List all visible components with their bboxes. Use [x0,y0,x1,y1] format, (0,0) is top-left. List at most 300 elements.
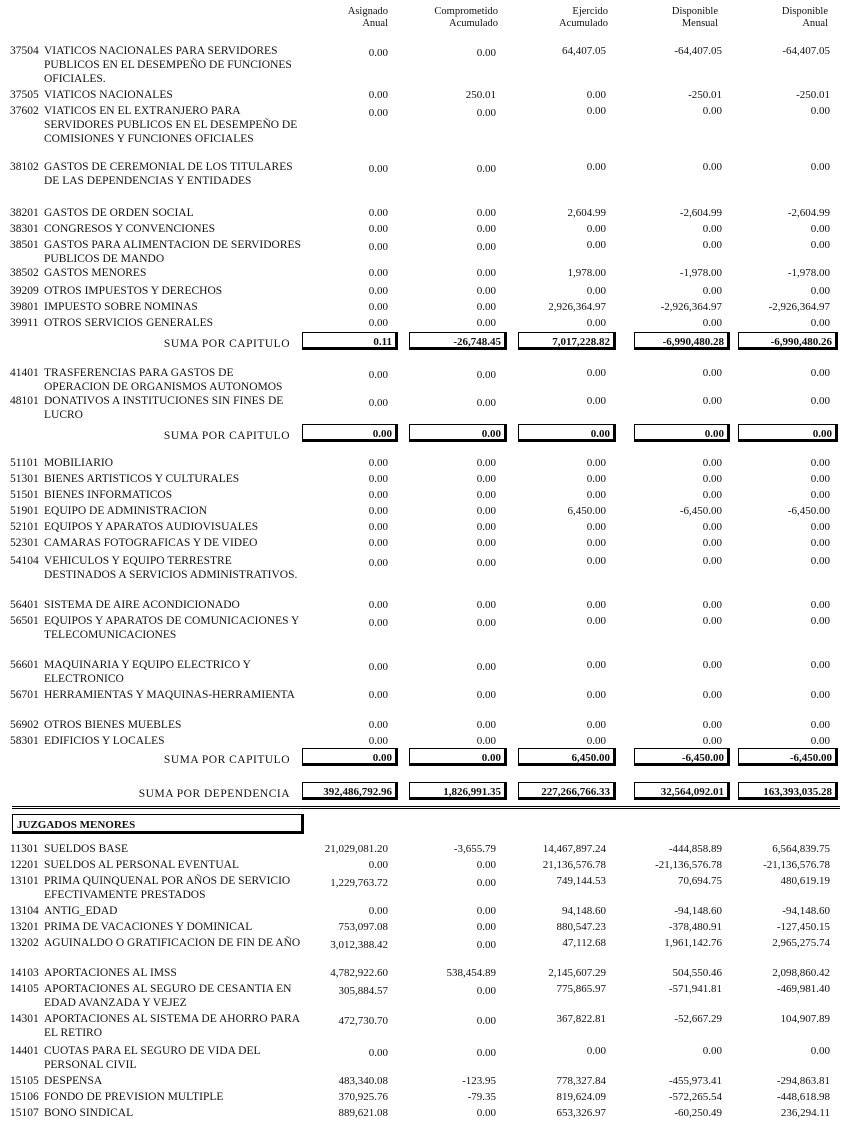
row-value: 0.00 [586,719,606,731]
row-value: 236,294.11 [780,1107,830,1119]
row-value: 0.00 [476,617,496,629]
row-description: OTROS IMPUESTOS Y DERECHOS [44,285,223,297]
row-value: 0.00 [810,161,830,173]
row-value: 370,925.76 [338,1091,388,1103]
row-value: 0.00 [476,457,496,469]
row-value: -6,450.00 [787,505,830,517]
row-value: -2,604.99 [679,207,722,219]
row-code: 39801 [10,301,39,313]
row-code: 37505 [10,89,39,101]
row-value: 0.00 [368,1047,388,1059]
row-value: -2,926,364.97 [768,301,830,313]
row-value: -2,604.99 [787,207,830,219]
row-code: 39209 [10,285,39,297]
row-value: 0.00 [368,369,388,381]
row-value: 0.00 [702,395,722,407]
sum-value-box: 6,450.00 [518,748,616,766]
row-value: 0.00 [702,239,722,251]
header-disponible-mensual [630,6,718,30]
row-value: 0.00 [368,473,388,485]
row-value: 880,547.23 [556,921,606,933]
row-description: GASTOS PARA ALIMENTACION DE SERVIDORES PUBLICOS DE MANDO [44,239,301,265]
row-value: -3,655.79 [453,843,496,855]
sum-value-box: 0.00 [302,748,398,766]
section-title: JUZGADOS MENORES [12,814,304,834]
row-code: 51501 [10,489,39,501]
row-description: PRIMA QUINQUENAL POR AÑOS DE SERVICIO EFECTIVAMENTE PRESTADOS [44,875,291,901]
row-description: EQUIPOS Y APARATOS DE COMUNICACIONES Y TELECOMUNICACIONES [44,615,299,641]
row-description: TRASFERENCIAS PARA GASTOS DE OPERACION DE ORGANISMOS AUTONOMOS [44,367,283,393]
sum-label: SUMA POR CAPITULO [163,338,290,350]
row-value: -250.01 [796,89,830,101]
sum-row [0,748,850,772]
row-value: 0.00 [702,521,722,533]
sum-value-box: 392,486,792.96 [302,782,398,800]
row-value: 0.00 [476,877,496,889]
sum-row [0,332,850,356]
row-value: 0.00 [586,395,606,407]
row-description: CONGRESOS Y CONVENCIONES [44,223,216,235]
header-line: Asignado [347,6,388,17]
header-asignado [300,6,388,30]
row-value: 0.00 [586,367,606,379]
row-value: 0.00 [368,599,388,611]
row-value: 2,965,275.74 [772,937,830,949]
row-value: 21,029,081.20 [324,843,388,855]
sum-value-box: 1,826,991.35 [409,782,507,800]
sum-value-box: -6,990,480.26 [738,332,838,350]
row-description: GASTOS MENORES [44,267,147,279]
row-value: 0.00 [368,317,388,329]
row-value: 0.00 [476,107,496,119]
row-value: 0.00 [476,1107,496,1119]
sum-value-box: 32,564,092.01 [634,782,730,800]
row-code: 14103 [10,967,39,979]
row-value: 0.00 [368,47,388,59]
sum-label: SUMA POR CAPITULO [163,430,290,442]
row-value: 0.00 [368,107,388,119]
row-value: 0.00 [702,537,722,549]
row-value: 0.00 [702,457,722,469]
row-value: 0.00 [702,317,722,329]
row-code: 14301 [10,1013,39,1025]
row-value: 0.00 [368,223,388,235]
row-description: HERRAMIENTAS Y MAQUINAS-HERRAMIENTA [44,689,295,701]
row-value: 0.00 [368,661,388,673]
header-disponible-anual [740,6,828,30]
row-value: 0.00 [368,905,388,917]
row-value: 0.00 [476,47,496,59]
row-description: SUELDOS BASE [44,843,129,855]
row-description: EDIFICIOS Y LOCALES [44,735,165,747]
row-value: 0.00 [476,557,496,569]
row-value: 0.00 [586,537,606,549]
row-code: 38102 [10,161,39,173]
row-value: 0.00 [702,105,722,117]
row-value: 4,782,922.60 [330,967,388,979]
row-value: 0.00 [476,939,496,951]
row-code: 56601 [10,659,39,671]
row-value: 0.00 [368,397,388,409]
row-value: -79.35 [467,1091,496,1103]
row-value: -444,858.89 [668,843,722,855]
row-code: 37504 [10,45,39,57]
row-value: 367,822.81 [556,1013,606,1025]
row-value: 0.00 [702,735,722,747]
row-value: 0.00 [368,521,388,533]
row-code: 56501 [10,615,39,627]
header-line: Comprometido [434,6,498,17]
row-value: 0.00 [586,161,606,173]
row-description: MAQUINARIA Y EQUIPO ELECTRICO Y ELECTRONICO [44,659,251,685]
row-value: 0.00 [702,285,722,297]
row-value: 0.00 [476,1047,496,1059]
row-value: 0.00 [586,317,606,329]
row-value: 0.00 [368,207,388,219]
row-value: 0.00 [476,267,496,279]
row-value: -127,450.15 [776,921,830,933]
row-description: IMPUESTO SOBRE NOMINAS [44,301,198,313]
row-code: 41401 [10,367,39,379]
row-value: 0.00 [810,537,830,549]
row-value: 0.00 [810,719,830,731]
row-description: SUELDOS AL PERSONAL EVENTUAL [44,859,239,871]
row-value: 0.00 [476,661,496,673]
row-value: -294,863.81 [776,1075,830,1087]
row-value: 0.00 [368,617,388,629]
row-code: 56902 [10,719,39,731]
row-value: 0.00 [368,163,388,175]
row-description: CUOTAS PARA EL SEGURO DE VIDA DEL PERSONAL CIVIL [44,1045,261,1071]
row-value: 483,340.08 [338,1075,388,1087]
row-value: 819,624.09 [556,1091,606,1103]
row-value: 0.00 [586,599,606,611]
row-value: 2,604.99 [567,207,606,219]
row-description: APORTACIONES AL IMSS [44,967,177,979]
row-value: -572,265.54 [668,1091,722,1103]
row-code: 13201 [10,921,39,933]
sum-value-box: -6,450.00 [738,748,838,766]
row-value: 250.01 [465,89,496,101]
row-value: -1,978.00 [787,267,830,279]
row-value: 0.00 [368,89,388,101]
row-value: 1,978.00 [567,267,606,279]
row-value: 0.00 [810,615,830,627]
row-code: 51901 [10,505,39,517]
row-value: 104,907.89 [780,1013,830,1025]
header-line: Disponible [781,6,828,17]
row-value: -94,148.60 [674,905,722,917]
row-value: 0.00 [476,921,496,933]
row-value: 0.00 [586,555,606,567]
row-value: -123.95 [462,1075,496,1087]
row-value: -52,667.29 [674,1013,722,1025]
row-value: -94,148.60 [782,905,830,917]
row-value: -21,136,576.78 [763,859,830,871]
row-value: 21,136,576.78 [542,859,606,871]
sum-value-box: -26,748.45 [409,332,507,350]
row-value: 0.00 [586,223,606,235]
header-line: Anual [362,18,388,29]
row-value: 0.00 [476,241,496,253]
row-value: 0.00 [368,301,388,313]
row-value: 0.00 [586,1045,606,1057]
row-value: 3,012,388.42 [330,939,388,951]
sum-label: SUMA POR CAPITULO [163,754,290,766]
row-value: -571,941.81 [668,983,722,995]
row-value: 0.00 [810,1045,830,1057]
row-value: 0.00 [476,521,496,533]
sum-value-box: 0.00 [518,424,616,442]
sum-value-box: 0.00 [409,424,507,442]
row-value: 0.00 [368,557,388,569]
row-value: 0.00 [586,239,606,251]
row-description: OTROS SERVICIOS GENERALES [44,317,214,329]
row-value: 653,326.97 [556,1107,606,1119]
row-code: 51101 [10,457,39,469]
row-value: 70,694.75 [678,875,722,887]
row-value: 0.00 [702,555,722,567]
row-value: 0.00 [702,659,722,671]
row-value: 0.00 [368,505,388,517]
row-value: -21,136,576.78 [655,859,722,871]
row-value: 0.00 [810,659,830,671]
row-value: 0.00 [476,599,496,611]
row-value: 2,098,860.42 [772,967,830,979]
row-description: DESPENSA [44,1075,103,1087]
row-value: 0.00 [476,859,496,871]
row-description: VEHICULOS Y EQUIPO TERRESTRE DESTINADOS A SERVICIOS ADMINISTRATIVOS. [44,555,298,581]
row-value: 0.00 [586,285,606,297]
row-code: 37602 [10,105,39,117]
row-code: 48101 [10,395,39,407]
row-code: 38201 [10,207,39,219]
row-value: 0.00 [368,489,388,501]
sum-value-box: -6,990,480.28 [634,332,730,350]
row-value: 0.00 [476,735,496,747]
row-value: 0.00 [810,457,830,469]
row-value: 0.00 [586,457,606,469]
divider [12,808,840,809]
row-description: VIATICOS NACIONALES [44,89,173,101]
row-value: 0.00 [476,537,496,549]
row-code: 38502 [10,267,39,279]
row-code: 51301 [10,473,39,485]
row-value: 0.00 [586,689,606,701]
row-value: 0.00 [810,395,830,407]
row-value: 0.00 [586,521,606,533]
row-value: 0.00 [476,505,496,517]
row-value: -6,450.00 [679,505,722,517]
row-value: 305,884.57 [338,985,388,997]
row-description: VIATICOS NACIONALES PARA SERVIDORES PUBLICOS EN EL DESEMPEÑO DE FUNCIONES OFICIALES. [44,45,292,85]
row-code: 15106 [10,1091,39,1103]
sum-value-box: 0.00 [409,748,507,766]
sum-value-box: 227,266,766.33 [518,782,616,800]
row-value: -1,978.00 [679,267,722,279]
row-value: 0.00 [586,89,606,101]
header-line: Anual [802,18,828,29]
sum-value-box: 0.11 [302,332,398,350]
row-description: BIENES ARTISTICOS Y CULTURALES [44,473,240,485]
row-description: DONATIVOS A INSTITUCIONES SIN FINES DE LUCRO [44,395,284,421]
row-value: -64,407.05 [782,45,830,57]
row-code: 13104 [10,905,39,917]
header-line: Acumulado [449,18,498,29]
sum-value-box: 163,393,035.28 [738,782,838,800]
row-value: 0.00 [810,223,830,235]
row-value: 0.00 [702,599,722,611]
row-value: 749,144.53 [556,875,606,887]
divider [12,806,840,807]
header-ejercido [520,6,608,30]
row-code: 12201 [10,859,39,871]
row-description: EQUIPOS Y APARATOS AUDIOVISUALES [44,521,259,533]
row-value: 0.00 [368,719,388,731]
row-value: 0.00 [476,317,496,329]
row-value: -469,981.40 [776,983,830,995]
row-value: 0.00 [702,689,722,701]
header-line: Acumulado [559,18,608,29]
row-description: OTROS BIENES MUEBLES [44,719,182,731]
row-value: 0.00 [810,599,830,611]
header-line: Mensual [681,18,718,29]
row-description: APORTACIONES AL SISTEMA DE AHORRO PARA EL RETIRO [44,1013,300,1039]
row-value: 0.00 [702,367,722,379]
row-value: -455,973.41 [668,1075,722,1087]
sum-value-box: 0.00 [302,424,398,442]
row-value: 0.00 [476,369,496,381]
row-value: 778,327.84 [556,1075,606,1087]
row-value: 0.00 [368,241,388,253]
row-code: 14105 [10,983,39,995]
row-value: 0.00 [476,223,496,235]
row-value: 0.00 [702,615,722,627]
row-value: 0.00 [810,367,830,379]
row-value: 0.00 [368,285,388,297]
row-value: 47,112.68 [562,937,606,949]
row-code: 14401 [10,1045,39,1057]
row-description: BIENES INFORMATICOS [44,489,173,501]
row-value: 0.00 [702,1045,722,1057]
row-value: 0.00 [810,689,830,701]
row-value: 0.00 [586,735,606,747]
row-value: 0.00 [702,223,722,235]
row-value: 0.00 [702,473,722,485]
row-description: ANTIG_EDAD [44,905,118,917]
row-value: 1,229,763.72 [330,877,388,889]
sum-value-box: 0.00 [634,424,730,442]
row-value: 0.00 [368,859,388,871]
row-value: 0.00 [476,207,496,219]
row-value: 0.00 [368,689,388,701]
row-value: 0.00 [476,1015,496,1027]
row-value: 0.00 [810,555,830,567]
row-value: 480,619.19 [780,875,830,887]
row-code: 15107 [10,1107,39,1119]
row-value: 0.00 [476,719,496,731]
row-value: 0.00 [702,719,722,731]
row-value: 0.00 [368,457,388,469]
row-code: 13202 [10,937,39,949]
row-value: 0.00 [586,659,606,671]
row-value: 0.00 [586,489,606,501]
row-value: 0.00 [476,397,496,409]
row-value: -448,618.98 [776,1091,830,1103]
sum-value-box: 7,017,228.82 [518,332,616,350]
row-value: 889,621.08 [338,1107,388,1119]
row-value: 0.00 [810,473,830,485]
row-code: 39911 [10,317,39,329]
row-value: 1,961,142.76 [664,937,722,949]
row-value: 0.00 [702,161,722,173]
row-description: APORTACIONES AL SEGURO DE CESANTIA EN EDAD AVANZADA Y VEJEZ [44,983,292,1009]
row-description: CAMARAS FOTOGRAFICAS Y DE VIDEO [44,537,258,549]
header-comprometido [398,6,498,30]
row-value: 6,564,839.75 [772,843,830,855]
row-value: 0.00 [586,615,606,627]
row-value: 0.00 [476,489,496,501]
row-value: -64,407.05 [674,45,722,57]
row-value: 538,454.89 [446,967,496,979]
row-value: 0.00 [476,301,496,313]
row-description: SISTEMA DE AIRE ACONDICIONADO [44,599,240,611]
row-code: 58301 [10,735,39,747]
row-value: 0.00 [476,285,496,297]
row-value: 0.00 [810,285,830,297]
row-description: FONDO DE PREVISION MULTIPLE [44,1091,224,1103]
row-value: 0.00 [810,105,830,117]
row-value: 2,926,364.97 [548,301,606,313]
row-value: 504,550.46 [672,967,722,979]
row-code: 38501 [10,239,39,251]
row-code: 52301 [10,537,39,549]
row-code: 52101 [10,521,39,533]
row-value: 0.00 [476,689,496,701]
sum-label: SUMA POR DEPENDENCIA [138,788,290,800]
row-description: VIATICOS EN EL EXTRANJERO PARA SERVIDORES PUBLICOS EN EL DESEMPEÑO DE COMISIONES Y FUNCIONES OFICIALES [44,105,298,145]
row-value: 472,730.70 [338,1015,388,1027]
row-description: MOBILIARIO [44,457,113,469]
row-value: 0.00 [586,105,606,117]
row-code: 13101 [10,875,39,887]
row-value: 0.00 [476,905,496,917]
row-description: PRIMA DE VACACIONES Y DOMINICAL [44,921,253,933]
sum-row [0,424,850,448]
row-value: 0.00 [810,489,830,501]
row-value: 753,097.08 [338,921,388,933]
row-value: 0.00 [810,521,830,533]
row-value: -250.01 [688,89,722,101]
row-code: 15105 [10,1075,39,1087]
row-value: 14,467,897.24 [542,843,606,855]
row-value: 0.00 [476,163,496,175]
sum-row [0,782,850,806]
row-value: -378,480.91 [668,921,722,933]
row-code: 54104 [10,555,39,567]
row-description: GASTOS DE CEREMONIAL DE LOS TITULARES DE LAS DEPENDENCIAS Y ENTIDADES [44,161,293,187]
sum-value-box: 0.00 [738,424,838,442]
row-description: AGUINALDO O GRATIFICACION DE FIN DE AÑO [44,937,301,949]
row-value: 0.00 [476,985,496,997]
sum-value-box: -6,450.00 [634,748,730,766]
row-value: 6,450.00 [567,505,606,517]
row-value: 0.00 [702,489,722,501]
row-description: BONO SINDICAL [44,1107,134,1119]
row-value: 2,145,607.29 [548,967,606,979]
row-code: 11301 [10,843,39,855]
row-value: 0.00 [810,735,830,747]
